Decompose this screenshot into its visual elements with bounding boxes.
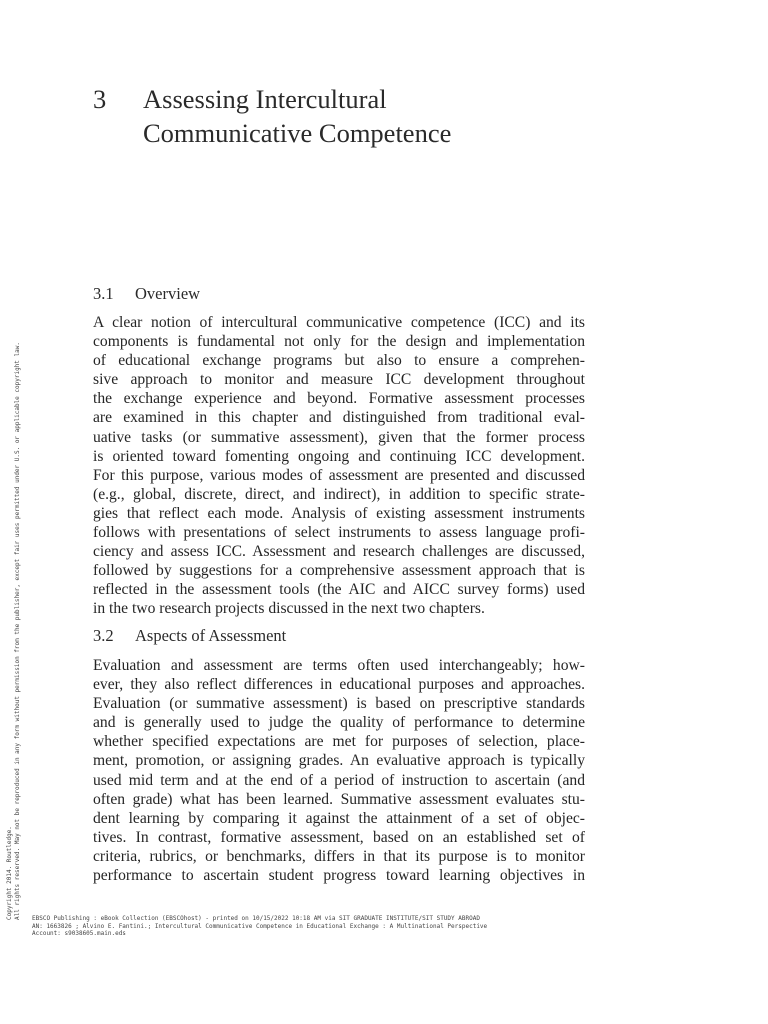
text-line: in the two research projects discussed in the next two chapters.: [93, 600, 485, 618]
text-line: and is generally used to judge the quality of performance to determine: [93, 714, 585, 732]
chapter-title-line-1: Assessing Intercultural: [143, 84, 387, 114]
section-title: Aspects of Assessment: [135, 626, 287, 645]
text-line: ever, they also reflect differences in educational purposes and approaches.: [93, 676, 585, 694]
section-heading-overview: [93, 284, 200, 304]
text-line: gies that reflect each mode. Analysis of existing assessment instruments: [93, 504, 585, 522]
text-line: (e.g., global, discrete, direct, and indirect), in addition to specific strate-: [93, 485, 585, 503]
text-line: tives. In contrast, formative assessment, based on an established set of: [93, 828, 585, 846]
text-line: For this purpose, various modes of assessment are presented and discussed: [93, 466, 585, 484]
footer-line-2: AN: 1663826 ; Alvino E. Fantini.; Intercultural Communicative Competence in Educational Exchange : A Multinational Perspective: [32, 922, 488, 930]
print-footer: [32, 915, 632, 938]
text-line: sive approach to monitor and measure ICC development throughout: [93, 371, 585, 389]
text-line: ment, promotion, or assigning grades. An evaluative approach is typically: [93, 752, 585, 770]
text-line: criteria, rubrics, or benchmarks, differs in that its purpose is to monitor: [93, 847, 585, 865]
text-line: whether specified expectations are met for purposes of selection, place-: [93, 733, 585, 751]
copyright-line-2: All rights reserved. May not be reproduced in any form without permission from the publisher, except fair uses permitted under U.S. or applicable copyright law.: [14, 342, 21, 920]
chapter-number: 3: [93, 84, 107, 114]
footer-line-1: EBSCO Publishing : eBook Collection (EBSCOhost) - printed on 10/15/2022 10:18 AM via SIT GRADUATE INSTITUTE/SIT STUDY ABROAD: [32, 915, 480, 922]
text-line: the exchange experience and beyond. Formative assessment processes: [93, 390, 585, 408]
footer-line-3: Account: s9038605.main.eds: [32, 930, 126, 937]
section-title: Overview: [135, 284, 201, 303]
section-number: 3.2: [93, 626, 114, 645]
text-line: reflected in the assessment tools (the AIC and AICC survey forms) used: [93, 581, 585, 599]
text-line: follows with presentations of select instruments to assess language profi-: [93, 524, 585, 542]
section-number: 3.1: [93, 284, 114, 303]
overview-paragraph: [93, 313, 585, 619]
text-line: Evaluation and assessment are terms often used interchangeably; how-: [93, 657, 585, 674]
copyright-line-1: Copyright 2014. Routledge.: [6, 826, 13, 920]
text-line: ciency and assess ICC. Assessment and research challenges are discussed,: [93, 543, 585, 561]
text-line: are examined in this chapter and distinguished from traditional eval-: [93, 409, 585, 427]
text-line: often grade) what has been learned. Summative assessment evaluates stu-: [93, 790, 585, 808]
text-line: followed by suggestions for a comprehensive assessment approach that is: [93, 562, 585, 580]
chapter-title-line-2: Communicative Competence: [143, 118, 452, 148]
text-line: components is fundamental not only for the design and implementation: [93, 333, 585, 351]
text-line: A clear notion of intercultural communicative competence (ICC) and its: [93, 314, 585, 331]
text-line: performance to ascertain student progress toward learning objectives in: [93, 867, 585, 885]
text-line: uative tasks (or summative assessment), given that the former process: [93, 428, 585, 446]
aspects-paragraph: [93, 656, 585, 885]
chapter-heading: [93, 82, 613, 150]
text-line: used mid term and at the end of a period of instruction to ascertain (and: [93, 771, 585, 789]
section-heading-aspects: [93, 626, 286, 646]
text-line: is oriented toward fomenting ongoing and continuing ICC development.: [93, 447, 585, 465]
text-line: of educational exchange programs but also to ensure a comprehen-: [93, 352, 585, 370]
text-line: dent learning by comparing it against the attainment of a set of objec-: [93, 809, 585, 827]
copyright-notice: [6, 300, 20, 920]
text-line: Evaluation (or summative assessment) is based on prescriptive standards: [93, 695, 585, 713]
